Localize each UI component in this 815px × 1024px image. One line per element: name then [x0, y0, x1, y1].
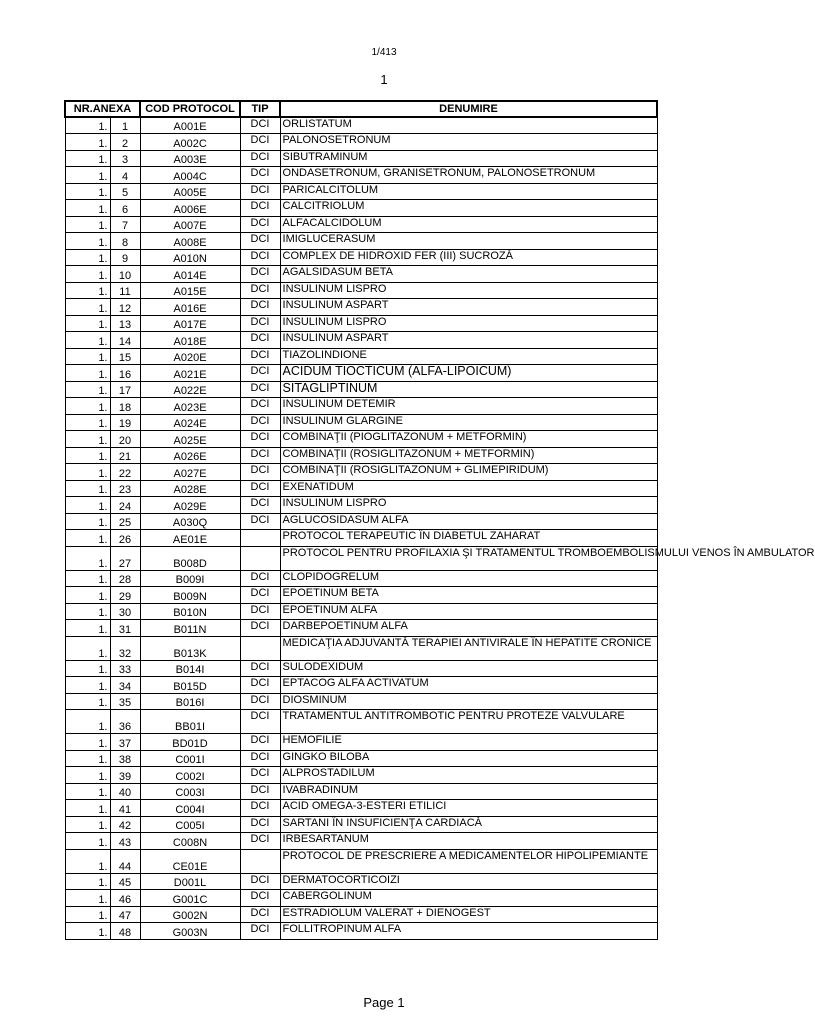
cell-row-number: 38: [110, 750, 140, 767]
cell-cod-protocol: D001L: [140, 873, 240, 890]
cell-row-number: 47: [110, 906, 140, 923]
cell-row-number: 14: [110, 332, 140, 349]
cell-cod-protocol: C004I: [140, 800, 240, 817]
cell-nr-anexa: 1.: [65, 464, 110, 481]
cell-cod-protocol: B009I: [140, 570, 240, 587]
cell-denumire: ACIDUM TIOCTICUM (ALFA-LIPOICUM): [280, 365, 657, 382]
cell-tip: DCI: [240, 332, 280, 349]
cell-row-number: 44: [110, 849, 140, 873]
page-number: 1: [380, 72, 388, 87]
cell-denumire: PROTOCOL PENTRU PROFILAXIA ŞI TRATAMENTUL TROMBOEMBOLISMULUI VENOS ÎN AMBULATOR: [280, 546, 657, 570]
cell-row-number: 2: [110, 134, 140, 151]
cell-nr-anexa: 1.: [65, 497, 110, 514]
cell-nr-anexa: 1.: [65, 365, 110, 382]
cell-row-number: 19: [110, 414, 140, 431]
cell-denumire: SULODEXIDUM: [280, 660, 657, 677]
cell-nr-anexa: 1.: [65, 800, 110, 817]
cell-nr-anexa: 1.: [65, 414, 110, 431]
cell-cod-protocol: C008N: [140, 833, 240, 850]
cell-cod-protocol: C001I: [140, 750, 240, 767]
cell-tip: DCI: [240, 299, 280, 316]
cell-row-number: 26: [110, 530, 140, 547]
cell-nr-anexa: 1.: [65, 750, 110, 767]
cell-tip: DCI: [240, 734, 280, 751]
table-row: [65, 167, 657, 184]
cell-denumire: CABERGOLINUM: [280, 890, 657, 907]
cell-denumire: GINGKO BILOBA: [280, 750, 657, 767]
cell-row-number: 41: [110, 800, 140, 817]
table-header-row: [65, 101, 657, 117]
table-row: [65, 833, 657, 850]
cell-denumire: COMBINAŢII (ROSIGLITAZONUM + METFORMIN): [280, 447, 657, 464]
cell-cod-protocol: A020E: [140, 348, 240, 365]
cell-tip: DCI: [240, 816, 280, 833]
cell-nr-anexa: 1.: [65, 150, 110, 167]
cell-nr-anexa: 1.: [65, 134, 110, 151]
cell-denumire: INSULINUM DETEMIR: [280, 398, 657, 415]
cell-denumire: ALFACALCIDOLUM: [280, 216, 657, 233]
cell-nr-anexa: 1.: [65, 381, 110, 398]
table-row: [65, 447, 657, 464]
cell-nr-anexa: 1.: [65, 266, 110, 283]
cell-row-number: 20: [110, 431, 140, 448]
table-row: [65, 315, 657, 332]
table-row: [65, 414, 657, 431]
table-row: [65, 282, 657, 299]
page-count: 1/413: [371, 47, 397, 58]
table-row: [65, 873, 657, 890]
cell-nr-anexa: 1.: [65, 348, 110, 365]
cell-nr-anexa: 1.: [65, 873, 110, 890]
table-row: [65, 750, 657, 767]
cell-cod-protocol: A002C: [140, 134, 240, 151]
cell-denumire: IVABRADINUM: [280, 783, 657, 800]
cell-tip: DCI: [240, 117, 280, 134]
cell-tip: DCI: [240, 249, 280, 266]
cell-tip: DCI: [240, 348, 280, 365]
cell-tip: DCI: [240, 587, 280, 604]
cell-cod-protocol: A017E: [140, 315, 240, 332]
cell-nr-anexa: 1.: [65, 693, 110, 710]
cell-tip: DCI: [240, 183, 280, 200]
cell-cod-protocol: B015D: [140, 677, 240, 694]
cell-nr-anexa: 1.: [65, 299, 110, 316]
cell-cod-protocol: B009N: [140, 587, 240, 604]
cell-cod-protocol: AE01E: [140, 530, 240, 547]
table-row: [65, 636, 657, 660]
cell-nr-anexa: 1.: [65, 734, 110, 751]
cell-tip: DCI: [240, 480, 280, 497]
cell-denumire: DARBEPOETINUM ALFA: [280, 620, 657, 637]
table-row: [65, 480, 657, 497]
cell-tip: DCI: [240, 447, 280, 464]
table-row: [65, 431, 657, 448]
cell-tip: DCI: [240, 783, 280, 800]
cell-tip: DCI: [240, 431, 280, 448]
cell-nr-anexa: 1.: [65, 282, 110, 299]
cell-nr-anexa: 1.: [65, 398, 110, 415]
cell-cod-protocol: A006E: [140, 200, 240, 217]
cell-denumire: HEMOFILIE: [280, 734, 657, 751]
cell-denumire: INSULINUM ASPART: [280, 332, 657, 349]
cell-denumire: INSULINUM ASPART: [280, 299, 657, 316]
cell-nr-anexa: 1.: [65, 513, 110, 530]
cell-cod-protocol: G003N: [140, 923, 240, 940]
cell-denumire: INSULINUM LISPRO: [280, 315, 657, 332]
cell-row-number: 16: [110, 365, 140, 382]
cell-nr-anexa: 1.: [65, 849, 110, 873]
cell-denumire: EPTACOG ALFA ACTIVATUM: [280, 677, 657, 694]
column-header-tip: TIP: [240, 101, 280, 117]
cell-row-number: 28: [110, 570, 140, 587]
cell-tip: DCI: [240, 497, 280, 514]
cell-row-number: 25: [110, 513, 140, 530]
cell-denumire: IRBESARTANUM: [280, 833, 657, 850]
cell-nr-anexa: 1.: [65, 480, 110, 497]
cell-cod-protocol: C005I: [140, 816, 240, 833]
cell-denumire: DERMATOCORTICOIZI: [280, 873, 657, 890]
cell-row-number: 5: [110, 183, 140, 200]
cell-tip: DCI: [240, 923, 280, 940]
cell-nr-anexa: 1.: [65, 431, 110, 448]
cell-row-number: 43: [110, 833, 140, 850]
cell-tip: [240, 530, 280, 547]
cell-denumire: CLOPIDOGRELUM: [280, 570, 657, 587]
column-header-nr-anexa: NR.ANEXA: [65, 101, 140, 117]
cell-nr-anexa: 1.: [65, 167, 110, 184]
cell-tip: DCI: [240, 134, 280, 151]
cell-denumire: IMIGLUCERASUM: [280, 233, 657, 250]
table-row: [65, 923, 657, 940]
cell-row-number: 33: [110, 660, 140, 677]
table-body: [65, 117, 815, 939]
cell-tip: DCI: [240, 710, 280, 734]
cell-cod-protocol: A014E: [140, 266, 240, 283]
cell-row-number: 29: [110, 587, 140, 604]
cell-tip: DCI: [240, 693, 280, 710]
cell-tip: DCI: [240, 464, 280, 481]
cell-cod-protocol: A030Q: [140, 513, 240, 530]
cell-tip: DCI: [240, 603, 280, 620]
cell-row-number: 18: [110, 398, 140, 415]
cell-denumire: COMBINAŢII (PIOGLITAZONUM + METFORMIN): [280, 431, 657, 448]
table-row: [65, 381, 657, 398]
cell-tip: DCI: [240, 167, 280, 184]
table-row: [65, 332, 657, 349]
table-row: [65, 117, 657, 134]
cell-cod-protocol: B016I: [140, 693, 240, 710]
cell-denumire: PARICALCITOLUM: [280, 183, 657, 200]
cell-row-number: 8: [110, 233, 140, 250]
cell-row-number: 12: [110, 299, 140, 316]
cell-denumire: FOLLITROPINUM ALFA: [280, 923, 657, 940]
cell-nr-anexa: 1.: [65, 546, 110, 570]
cell-nr-anexa: 1.: [65, 315, 110, 332]
cell-nr-anexa: 1.: [65, 200, 110, 217]
cell-cod-protocol: A007E: [140, 216, 240, 233]
cell-denumire: EPOETINUM ALFA: [280, 603, 657, 620]
table-row: [65, 398, 657, 415]
cell-cod-protocol: B013K: [140, 636, 240, 660]
cell-row-number: 45: [110, 873, 140, 890]
table-row: [65, 734, 657, 751]
cell-nr-anexa: 1.: [65, 530, 110, 547]
cell-row-number: 27: [110, 546, 140, 570]
cell-denumire: INSULINUM LISPRO: [280, 282, 657, 299]
cell-cod-protocol: G002N: [140, 906, 240, 923]
cell-row-number: 10: [110, 266, 140, 283]
cell-cod-protocol: A018E: [140, 332, 240, 349]
cell-denumire: ORLISTATUM: [280, 117, 657, 134]
table-row: [65, 546, 657, 570]
cell-tip: DCI: [240, 660, 280, 677]
cell-cod-protocol: A022E: [140, 381, 240, 398]
cell-row-number: 1: [110, 117, 140, 134]
cell-cod-protocol: A025E: [140, 431, 240, 448]
cell-tip: DCI: [240, 513, 280, 530]
cell-tip: DCI: [240, 906, 280, 923]
cell-row-number: 37: [110, 734, 140, 751]
cell-cod-protocol: A001E: [140, 117, 240, 134]
cell-tip: [240, 546, 280, 570]
cell-tip: DCI: [240, 381, 280, 398]
cell-denumire: COMBINAŢII (ROSIGLITAZONUM + GLIMEPIRIDUM): [280, 464, 657, 481]
table-row: [65, 816, 657, 833]
table-row: [65, 365, 657, 382]
cell-cod-protocol: A023E: [140, 398, 240, 415]
cell-tip: DCI: [240, 800, 280, 817]
table-row: [65, 693, 657, 710]
cell-tip: DCI: [240, 233, 280, 250]
cell-cod-protocol: A003E: [140, 150, 240, 167]
cell-tip: DCI: [240, 570, 280, 587]
cell-denumire: AGLUCOSIDASUM ALFA: [280, 513, 657, 530]
cell-cod-protocol: A028E: [140, 480, 240, 497]
cell-cod-protocol: B014I: [140, 660, 240, 677]
cell-tip: DCI: [240, 365, 280, 382]
protocol-table: [64, 100, 815, 940]
table-row: [65, 200, 657, 217]
cell-cod-protocol: C003I: [140, 783, 240, 800]
cell-row-number: 4: [110, 167, 140, 184]
table-row: [65, 134, 657, 151]
cell-cod-protocol: CE01E: [140, 849, 240, 873]
cell-row-number: 31: [110, 620, 140, 637]
cell-denumire: ONDASETRONUM, GRANISETRONUM, PALONOSETRONUM: [280, 167, 657, 184]
cell-tip: DCI: [240, 890, 280, 907]
cell-denumire: COMPLEX DE HIDROXID FER (III) SUCROZĂ: [280, 249, 657, 266]
table-row: [65, 767, 657, 784]
cell-row-number: 6: [110, 200, 140, 217]
cell-nr-anexa: 1.: [65, 570, 110, 587]
cell-row-number: 40: [110, 783, 140, 800]
cell-nr-anexa: 1.: [65, 117, 110, 134]
cell-denumire: CALCITRIOLUM: [280, 200, 657, 217]
table-row: [65, 620, 657, 637]
cell-tip: DCI: [240, 833, 280, 850]
cell-nr-anexa: 1.: [65, 783, 110, 800]
cell-nr-anexa: 1.: [65, 906, 110, 923]
table-row: [65, 800, 657, 817]
cell-cod-protocol: A008E: [140, 233, 240, 250]
cell-nr-anexa: 1.: [65, 710, 110, 734]
cell-row-number: 23: [110, 480, 140, 497]
cell-nr-anexa: 1.: [65, 587, 110, 604]
cell-cod-protocol: B010N: [140, 603, 240, 620]
cell-tip: DCI: [240, 398, 280, 415]
cell-row-number: 48: [110, 923, 140, 940]
table-row: [65, 587, 657, 604]
cell-row-number: 3: [110, 150, 140, 167]
table-row: [65, 710, 657, 734]
cell-tip: DCI: [240, 677, 280, 694]
cell-denumire: INSULINUM GLARGINE: [280, 414, 657, 431]
cell-nr-anexa: 1.: [65, 620, 110, 637]
cell-denumire: AGALSIDASUM BETA: [280, 266, 657, 283]
cell-cod-protocol: G001C: [140, 890, 240, 907]
cell-denumire: INSULINUM LISPRO: [280, 497, 657, 514]
cell-cod-protocol: A015E: [140, 282, 240, 299]
cell-nr-anexa: 1.: [65, 249, 110, 266]
cell-cod-protocol: C002I: [140, 767, 240, 784]
cell-nr-anexa: 1.: [65, 216, 110, 233]
cell-denumire: ALPROSTADILUM: [280, 767, 657, 784]
cell-denumire: SITAGLIPTINUM: [280, 381, 657, 398]
cell-row-number: 15: [110, 348, 140, 365]
cell-tip: DCI: [240, 750, 280, 767]
cell-nr-anexa: 1.: [65, 833, 110, 850]
cell-cod-protocol: A021E: [140, 365, 240, 382]
cell-nr-anexa: 1.: [65, 332, 110, 349]
table-row: [65, 216, 657, 233]
cell-cod-protocol: A005E: [140, 183, 240, 200]
cell-nr-anexa: 1.: [65, 447, 110, 464]
cell-cod-protocol: BD01D: [140, 734, 240, 751]
cell-tip: DCI: [240, 200, 280, 217]
cell-denumire: PROTOCOL DE PRESCRIERE A MEDICAMENTELOR HIPOLIPEMIANTE: [280, 849, 657, 873]
cell-row-number: 9: [110, 249, 140, 266]
cell-tip: [240, 849, 280, 873]
cell-nr-anexa: 1.: [65, 183, 110, 200]
cell-nr-anexa: 1.: [65, 767, 110, 784]
cell-row-number: 34: [110, 677, 140, 694]
cell-tip: DCI: [240, 873, 280, 890]
cell-tip: DCI: [240, 315, 280, 332]
cell-cod-protocol: A004C: [140, 167, 240, 184]
column-header-cod-protocol: COD PROTOCOL: [140, 101, 240, 117]
cell-nr-anexa: 1.: [65, 233, 110, 250]
cell-cod-protocol: A027E: [140, 464, 240, 481]
table-row: [65, 603, 657, 620]
cell-denumire: SIBUTRAMINUM: [280, 150, 657, 167]
table-row: [65, 183, 657, 200]
cell-row-number: 36: [110, 710, 140, 734]
table-row: [65, 660, 657, 677]
cell-denumire: SARTANI ÎN INSUFICIENŢA CARDIACĂ: [280, 816, 657, 833]
cell-cod-protocol: B008D: [140, 546, 240, 570]
table-row: [65, 266, 657, 283]
cell-row-number: 13: [110, 315, 140, 332]
cell-tip: DCI: [240, 282, 280, 299]
cell-denumire: TRATAMENTUL ANTITROMBOTIC PENTRU PROTEZE VALVULARE: [280, 710, 657, 734]
cell-nr-anexa: 1.: [65, 677, 110, 694]
table-row: [65, 530, 657, 547]
cell-row-number: 22: [110, 464, 140, 481]
table-row: [65, 299, 657, 316]
cell-denumire: PALONOSETRONUM: [280, 134, 657, 151]
cell-denumire: PROTOCOL TERAPEUTIC ÎN DIABETUL ZAHARAT: [280, 530, 657, 547]
page-footer: Page 1: [363, 995, 405, 1010]
table-row: [65, 570, 657, 587]
cell-row-number: 39: [110, 767, 140, 784]
table-row: [65, 906, 657, 923]
table-row: [65, 464, 657, 481]
cell-denumire: TIAZOLINDIONE: [280, 348, 657, 365]
cell-cod-protocol: A029E: [140, 497, 240, 514]
cell-tip: DCI: [240, 414, 280, 431]
cell-denumire: ESTRADIOLUM VALERAT + DIENOGEST: [280, 906, 657, 923]
cell-cod-protocol: BB01I: [140, 710, 240, 734]
cell-tip: DCI: [240, 266, 280, 283]
cell-tip: DCI: [240, 150, 280, 167]
cell-row-number: 30: [110, 603, 140, 620]
cell-nr-anexa: 1.: [65, 660, 110, 677]
table-row: [65, 513, 657, 530]
table-row: [65, 348, 657, 365]
cell-nr-anexa: 1.: [65, 816, 110, 833]
table-row: [65, 150, 657, 167]
cell-row-number: 21: [110, 447, 140, 464]
cell-tip: DCI: [240, 767, 280, 784]
cell-cod-protocol: A010N: [140, 249, 240, 266]
cell-tip: DCI: [240, 216, 280, 233]
cell-denumire: EPOETINUM BETA: [280, 587, 657, 604]
cell-row-number: 24: [110, 497, 140, 514]
table-row: [65, 249, 657, 266]
cell-row-number: 32: [110, 636, 140, 660]
cell-nr-anexa: 1.: [65, 636, 110, 660]
table-row: [65, 677, 657, 694]
cell-nr-anexa: 1.: [65, 603, 110, 620]
table-row: [65, 890, 657, 907]
table-row: [65, 233, 657, 250]
cell-denumire: DIOSMINUM: [280, 693, 657, 710]
table-row: [65, 497, 657, 514]
cell-nr-anexa: 1.: [65, 923, 110, 940]
cell-tip: DCI: [240, 620, 280, 637]
table-row: [65, 849, 657, 873]
cell-cod-protocol: A026E: [140, 447, 240, 464]
cell-denumire: ACID OMEGA-3-ESTERI ETILICI: [280, 800, 657, 817]
cell-cod-protocol: A016E: [140, 299, 240, 316]
cell-row-number: 35: [110, 693, 140, 710]
cell-row-number: 17: [110, 381, 140, 398]
cell-row-number: 7: [110, 216, 140, 233]
cell-cod-protocol: A024E: [140, 414, 240, 431]
table-row: [65, 783, 657, 800]
cell-nr-anexa: 1.: [65, 890, 110, 907]
cell-denumire: MEDICAŢIA ADJUVANTĂ TERAPIEI ANTIVIRALE ÎN HEPATITE CRONICE: [280, 636, 657, 660]
cell-row-number: 42: [110, 816, 140, 833]
cell-row-number: 11: [110, 282, 140, 299]
column-header-denumire: DENUMIRE: [280, 101, 657, 117]
cell-cod-protocol: B011N: [140, 620, 240, 637]
cell-row-number: 46: [110, 890, 140, 907]
cell-tip: [240, 636, 280, 660]
cell-denumire: EXENATIDUM: [280, 480, 657, 497]
